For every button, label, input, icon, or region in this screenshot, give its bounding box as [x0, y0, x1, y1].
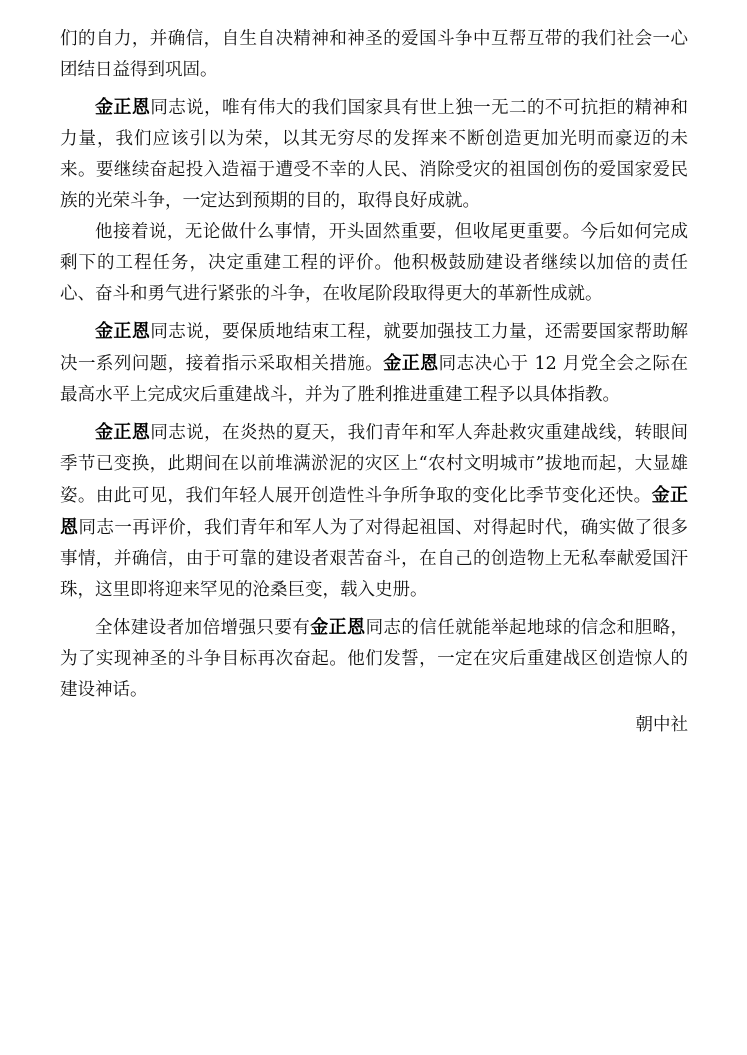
- paragraph-3: [60, 217, 688, 310]
- paragraph-text: 他接着说，无论做什么事情，开头固然重要，但收尾更重要。今后如何完成剩下的工程任务，决定重建工程的评价。他积极鼓励建设者继续以加倍的责任心、奋斗和勇气进行紧张的斗争，在收尾阶段取得更大的革新性成就。: [60, 222, 688, 304]
- paragraph-text: 们的自力，并确信，自生自决精神和神圣的爱国斗争中互帮互带的我们社会一心团结日益得到巩固。: [60, 29, 688, 80]
- paragraph-text: 同志说，在炎热的夏天，我们青年和军人奔赴救灾重建战线，转眼间季节已变换，此期间在以前堆满淤泥的灾区上“农村文明城市”拔地而起，大显雄姿。由此可见，我们年轻人展开创造性斗争所争取的变化比季节变化还快。: [60, 423, 688, 506]
- paragraph-text: 全体建设者加倍增强只要有: [95, 618, 311, 638]
- paragraph-text: 同志说，唯有伟大的我们国家具有世上独一无二的不可抗拒的精神和力量，我们应该引以为荣，以其无穷尽的发挥来不断创造更加光明而豪迈的未来。要继续奋起投入造福于遭受不幸的人民、消除受灾的祖国创伤的爱国家爱民族的光荣斗争，一定达到预期的目的，取得良好成就。: [60, 98, 688, 211]
- paragraph-text: 同志一再评价，我们青年和军人为了对得起祖国、对得起时代，确实做了很多事情，并确信，由于可靠的建设者艰苦奋斗，在自己的创造物上无私奉献爱国汗珠，这里即将迎来罕见的沧桑巨变，载入史册。: [60, 518, 689, 600]
- paragraph-text: 同志决心于 12 月党全会之际在最高水平上完成灾后重建战斗，并为了胜利推进重建工程予以具体指教。: [60, 354, 689, 405]
- article-body: [60, 24, 688, 741]
- leader-name: 金正恩: [383, 353, 439, 374]
- leader-name: 金正恩: [310, 617, 366, 638]
- paragraph-1: [60, 24, 688, 86]
- paragraph-6: [60, 612, 688, 706]
- paragraph-4: [60, 316, 688, 411]
- leader-name: 金正恩: [95, 422, 151, 443]
- paragraph-text: 同志的信任就能举起地球的信念和胆略，为了实现神圣的斗争目标再次奋起。他们发誓，一定在灾后重建战区创造惊人的建设神话。: [60, 618, 688, 700]
- source-signature: 朝中社: [635, 715, 688, 735]
- leader-name: 金正恩: [95, 97, 151, 118]
- leader-name: 金正恩: [95, 321, 151, 342]
- leader-name: 金正恩: [60, 485, 689, 538]
- paragraph-2: [60, 92, 688, 217]
- paragraph-5: [60, 417, 688, 606]
- paragraph-text: 同志说，要保质地结束工程，就要加强技工力量，还需要国家帮助解决一系列问题，接着指示采取相关措施。: [60, 322, 688, 374]
